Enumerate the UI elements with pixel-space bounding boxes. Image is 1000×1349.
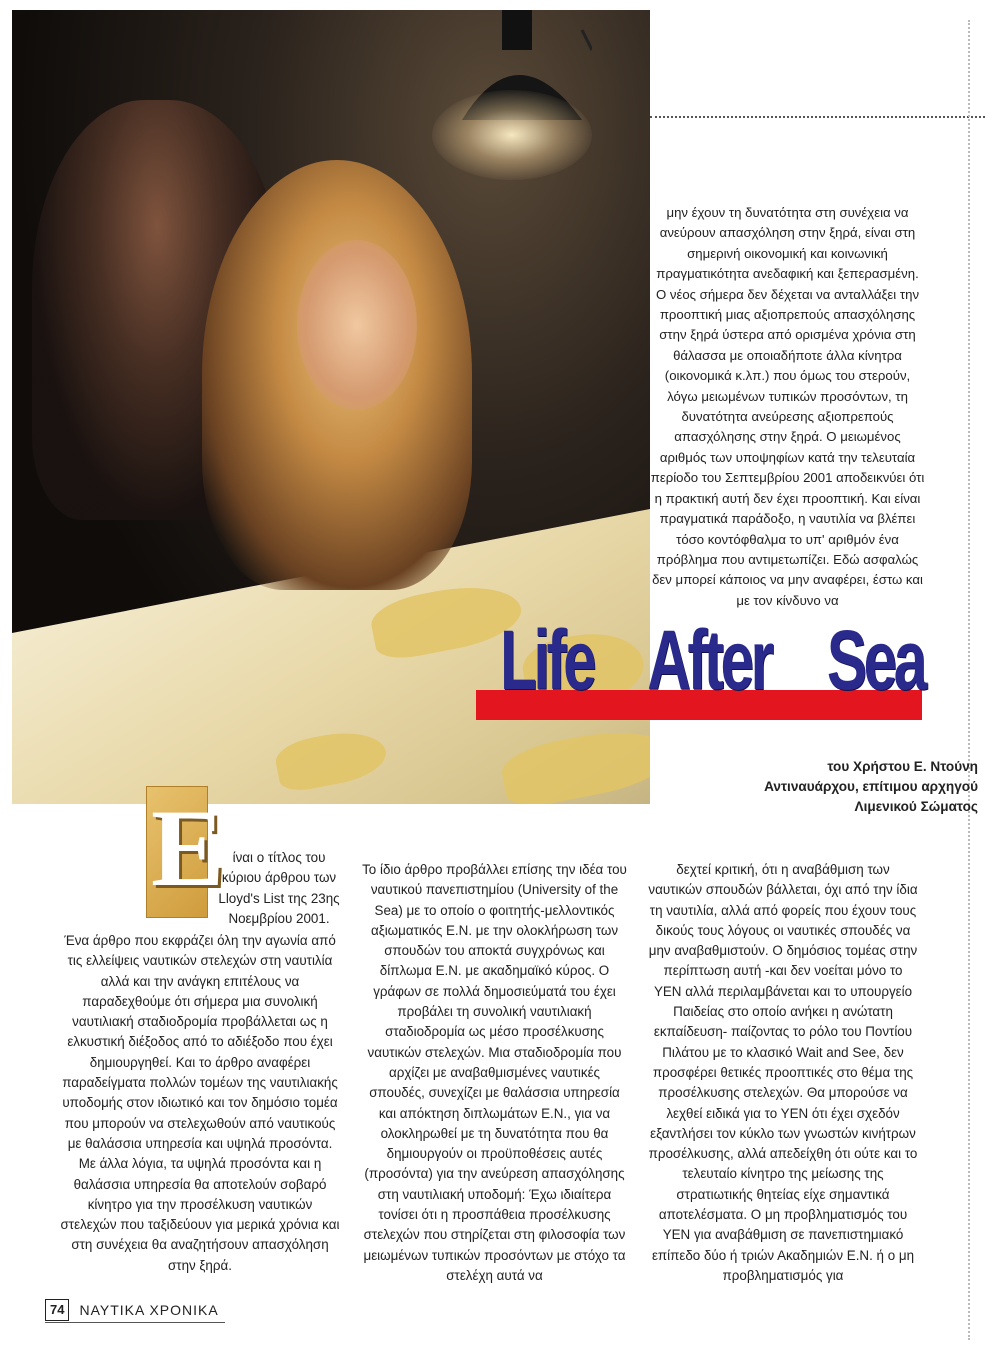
margin-dotted-line bbox=[968, 20, 970, 1340]
lamp-light bbox=[432, 90, 592, 180]
magazine-name: ΝΑΥΤΙΚΑ ΧΡΟΝΙΚΑ bbox=[79, 1302, 219, 1318]
byline bbox=[600, 757, 978, 817]
page-footer bbox=[45, 1299, 219, 1321]
byline-rank: Αντιναυάρχου, επίτιμου αρχηγού bbox=[764, 779, 978, 794]
column-1: Ένα άρθρο που εκφράζει όλη την αγωνία από τις ελλείψεις ναυτικών στελεχών στη ναυτιλία αλλά και την ανάγκη επιτέλους να παραδεχθούμε ότι σήμερα μια συνολική ναυτιλιακή σταδιοδρομία προβάλλεται ως η ελκυστική διέξοδος από το αδιέξοδο που έχει δημιουργηθεί. Και το άρθρο αναφέρει παραδείγματα πολλών τομέων της ναυτιλιακής υποδομής στον ιδιωτικό και τον δημόσιο τομέα που μπορούν να στελεχωθούν από ναυτικούς με θαλάσσια υπηρεσία και υψηλά προσόντα. Με άλλα λόγια, τα υψηλά προσόντα και η θαλάσσια υπηρεσία θα αποτελούν σοβαρό κίνητρο για την προσέλκυση ναυτικών στελεχών που ταξιδεύουν για μερικά χρόνια και στη συνέχεια θα αναζητήσουν απασχόληση στην ξηρά. bbox=[60, 933, 340, 1273]
column-3: δεχτεί κριτική, ότι η αναβάθμιση των ναυτικών σπουδών βάλλεται, όχι από την ίδια τη ναυτιλία, αλλά από φορείς που έχουν τους δικούς τους λόγους οι ναυτικές σπουδές να μην αναβαθμιστούν. Ο δημόσιος τομέας στην περίπτωση αυτή -και δεν νοείται μόνο το ΥΕΝ αλλά περιλαμβάνεται και το υπουργείο Παιδείας στο οποίο ανήκει η ανώτατη εκπαίδευση- παίζοντας το ρόλο του Ποντίου Πιλάτου με το κλασικό Wait and See, δεν προσφέρει θετικές προοπτικές στο θέμα της προσέλκυσης στελεχών. Θα μπορούσε να λεχθεί ειδικά για το ΥΕΝ ότι έχει σχεδόν εξαντλήσει τον κύκλο των γνωστών κινήτρων προσέλκυσης, αλλά απεδείχθη ότι ούτε και το τελευταίο κίνητρο της μείωσης της στρατιωτικής θητείας είχε σημαντικά αποτελέσματα. Ο μη προβληματισμός του ΥΕΝ για αναβάθμιση σε πανεπιστημιακό επίπεδο δύο ή τριών Ακαδημιών Ε.Ν. ή ο μη προβληματισμός για bbox=[648, 862, 918, 1283]
dotted-rule bbox=[650, 116, 985, 118]
footer-rule bbox=[45, 1322, 225, 1323]
drop-cap-letter: Ε bbox=[151, 787, 225, 909]
page-number: 74 bbox=[45, 1299, 69, 1321]
column-right-top: μην έχουν τη δυνατότητα στη συνέχεια να ανεύρουν απασχόληση στην ξηρά, είναι στη σημερινή οικονομική και κοινωνική πραγματικότητα ανεδαφική και ξεπερασμένη. Ο νέος σήμερα δεν δέχεται να ανταλλάξει την προοπτική μιας αξιοπρεπούς απασχόλησης στην ξηρά ύστερα από ορισμένα χρόνια στη θάλασσα με οποιαδήποτε άλλα κίνητρα (οικονομικά κ.λπ.) που όμως του στερούν, λόγω μειωμένων τυπικών προσόντων, τη δυνατότητα ανεύρεσης αξιοπρεπούς απασχόλησης στην ξηρά. Ο μειωμένος αριθμός των υποψηφίων κατά την τελευταία περίοδο του Σεπτεμβρίου 2001 αποδεικνύει ότι η πρακτική αυτή δεν έχει προοπτική. Και είναι πραγματικά παράδοξο, η ναυτιλία να βλέπει τόσο κοντόφθαλμα το υπ' αριθμόν ένα πρόβλημα που αντιμετωπίζει. Εδώ ασφαλώς δεν μπορεί κάποιος να μην αναφέρει, έστω και με τον κίνδυνο να bbox=[650, 205, 925, 608]
column-2: Το ίδιο άρθρο προβάλλει επίσης την ιδέα του ναυτικού πανεπιστημίου (University of the Sea) με το οποίο ο φοιτητής-μελλοντικός αξιωματικός Ε.Ν. με την ολοκλήρωση των σπουδών του αποκτά συγχρόνως και δίπλωμα Ε.Ν. με ακαδημαϊκό κύρος. Ο γράφων σε πολλά δημοσιεύματά του έχει προβάλει τη συνολική ναυτιλιακή σταδιοδρομία ως μέσο προσέλκυσης ναυτικών στελεχών. Μια σταδιοδρομία που αρχίζει με αναβαθμισμένες ναυτικές σπουδές, συνεχίζει με θαλάσσια υπηρεσία και απόκτηση διπλωμάτων Ε.Ν., για να ολοκληρωθεί με τη δυνατότητα που θα δημιουργούν οι προϋποθέσεις αυτές (προσόντα) για την ανεύρεση απασχόλησης στη ναυτιλιακή υποδομή: Έχω ιδιαίτερα τονίσει ότι η προσπάθεια προσέλκυσης στελεχών που στηρίζεται στη φιλοσοφία των μειωμένων τυπικών προσόντων με στόχο τα στελέχη αυτά να bbox=[362, 862, 627, 1283]
woman-face bbox=[297, 240, 417, 410]
byline-author: του Χρήστου Ε. Ντούνη bbox=[827, 759, 978, 774]
byline-corps: Λιμενικού Σώματος bbox=[854, 799, 978, 814]
drop-cap bbox=[146, 786, 225, 918]
column-1-intro: ίναι ο τίτλος του κύριου άρθρου των Lloyd's List της 23ης Νοεμβρίου 2001. bbox=[218, 850, 340, 926]
article-title: Life After Sea bbox=[500, 613, 924, 707]
